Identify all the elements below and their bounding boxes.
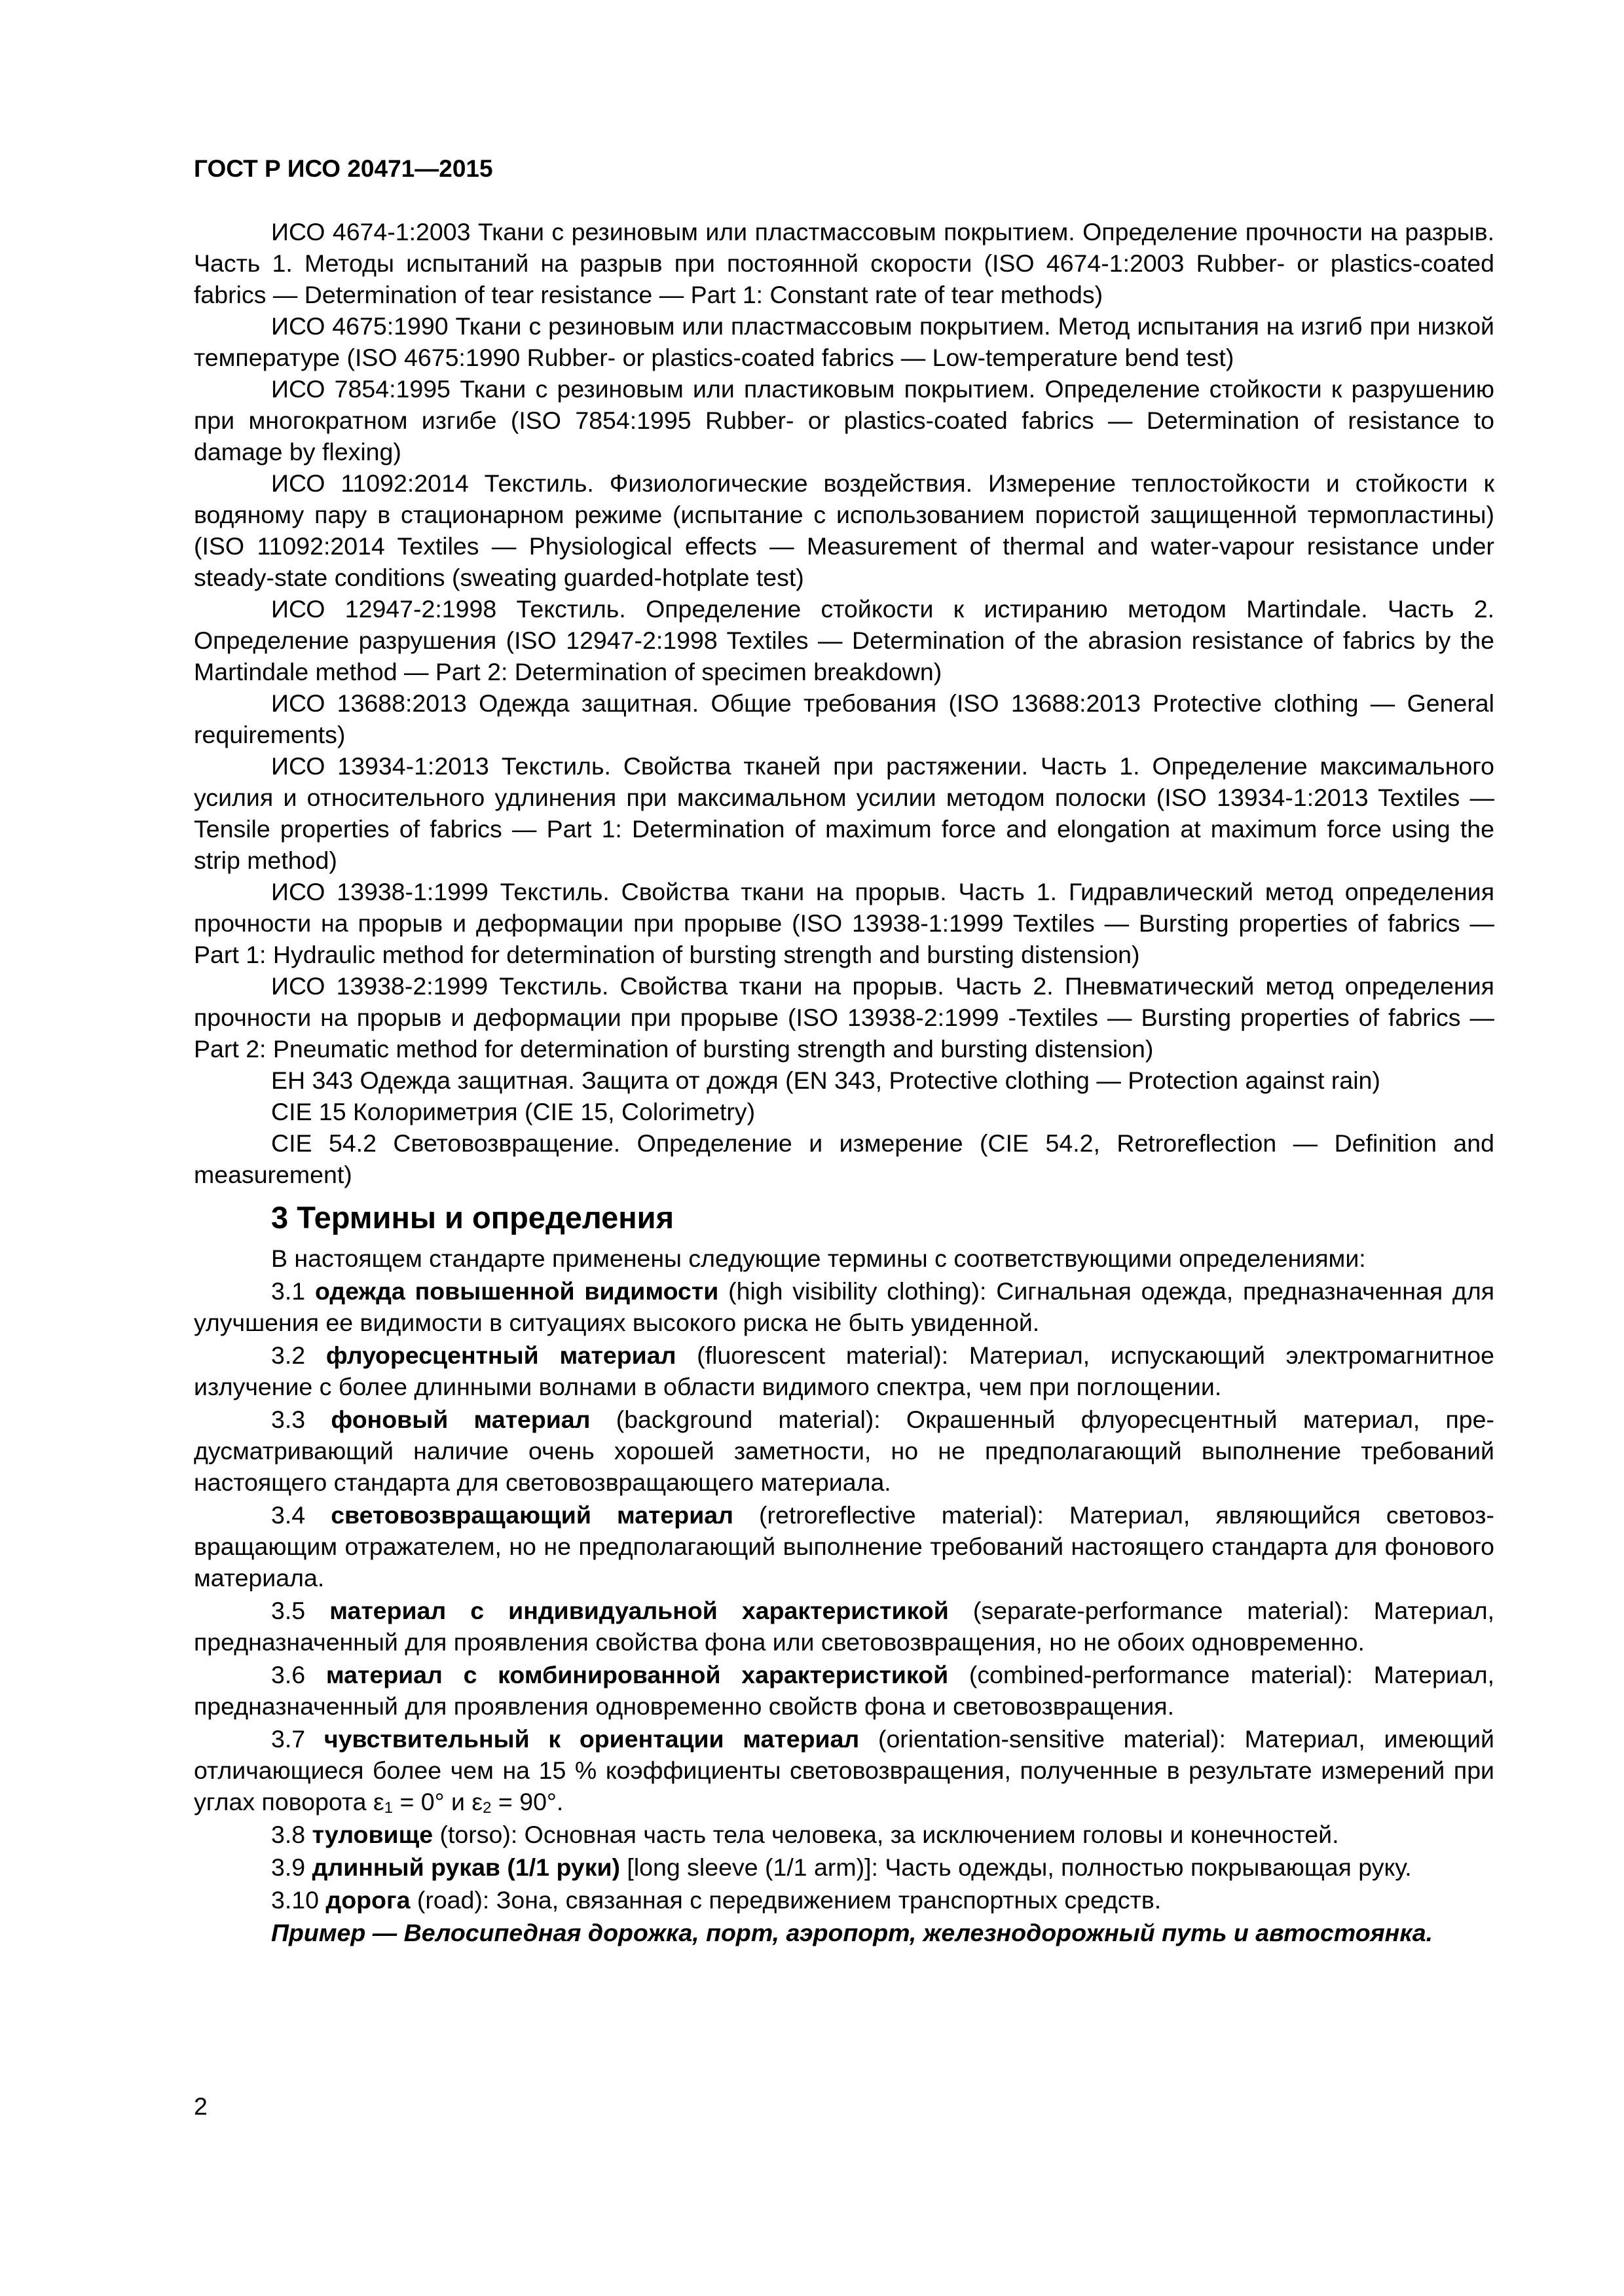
term-number: 3.2 xyxy=(271,1341,306,1369)
term-text: (background material): Окрашенный флуоресцентный материал, предусматривающий наличие очень хорошей заметности, но не предполагающий выполнение требований настоящего стандарта для световозвращающего материала. xyxy=(194,1406,1494,1496)
term-name: материал с индивидуальной характеристикой xyxy=(329,1597,949,1624)
term-text: (fluorescent material): Материал, испускающий электромагнитное излучение с более длинными волнами в области видимого спектра, чем при поглощении. xyxy=(194,1341,1494,1400)
term-definition xyxy=(194,1659,1494,1722)
term-number: 3.6 xyxy=(271,1661,306,1688)
term-text: (retroreflective material): Материал, являющийся световозвращающим отражателем, но не предполагающий выполнение требований настоящего стандарта для фонового материала. xyxy=(194,1501,1494,1592)
term-number: 3.5 xyxy=(271,1597,306,1624)
term-text: [long sleeve (1/1 arm)]: Часть одежды, полностью покрывающая руку. xyxy=(620,1853,1412,1881)
term-definition xyxy=(194,1499,1494,1594)
page-content xyxy=(194,216,1494,1948)
term-text: (orientation-sensitive material): Материал, имеющий отличающиеся более чем на 15 % коэффициенты световозвращения, полученные в результате измерений при углах поворота ε xyxy=(194,1725,1494,1815)
term-number: 3.9 xyxy=(271,1853,306,1881)
epsilon-subscript-1: 1 xyxy=(384,1799,394,1817)
term-text-end: = 90°. xyxy=(491,1788,564,1815)
epsilon-subscript-2: 2 xyxy=(483,1799,492,1817)
page-number: 2 xyxy=(194,2092,208,2120)
reference-iso-13938-1: ИСО 13938-1:1999 Текстиль. Свойства ткани на прорыв. Часть 1. Гидравлический метод определения прочности на прорыв и деформации при прорыве (ISO 13938-1:1999 Textiles — Bursting properties of fabrics — Part 1: Hydraulic method for determination of bursting strength and bursting distension) xyxy=(194,878,1494,968)
term-number: 3.8 xyxy=(271,1821,306,1848)
reference-iso-13934-1: ИСО 13934-1:2013 Текстиль. Свойства тканей при растяжении. Часть 1. Определение максимального усилия и относительного удлинения при максимальном усилии методом полоски (ISO 13934-1:2013 Textiles — Tensile properties of fabrics — Part 1: Determination of maximum force and elongation at maximum force using the strip method) xyxy=(194,752,1494,874)
term-number: 3.10 xyxy=(271,1886,319,1914)
term-definition xyxy=(194,1819,1494,1850)
term-name: туловище xyxy=(312,1821,434,1848)
reference-iso-13688: ИСО 13688:2013 Одежда защитная. Общие требования (ISO 13688:2013 Protective clothing — General requirements) xyxy=(194,689,1494,748)
reference-iso-7854: ИСО 7854:1995 Ткани с резиновым или пластиковым покрытием. Определение стойкости к разрушению при многократном изгибе (ISO 7854:1995 Rubber- or plastics-coated fabrics — Determination of resistance to damage by flexing) xyxy=(194,375,1494,465)
term-definition xyxy=(194,1851,1494,1883)
reference-en-343: ЕН 343 Одежда защитная. Защита от дождя (EN 343, Protective clothing — Protection against rain) xyxy=(271,1066,1380,1094)
reference-iso-11092: ИСО 11092:2014 Текстиль. Физиологические воздействия. Измерение теплостойкости и стойкости к водяному пару в стационарном режиме (испытание с использованием пористой защищенной термопластины) (ISO 11092:2014 Textiles — Physiological effects — Measurement of thermal and water-vapour resistance under steady-state conditions (sweating guarded-hotplate test) xyxy=(194,469,1494,591)
reference-iso-12947-2: ИСО 12947-2:1998 Текстиль. Определение стойкости к истиранию методом Martindale. Часть 2. Определение разрушения (ISO 12947-2:1998 Textiles — Determination of the abrasion resistance of fabrics by the Martindale method — Part 2: Determination of specimen breakdown) xyxy=(194,595,1494,685)
section-intro: В настоящем стандарте применены следующие термины с соответствующими определениями: xyxy=(271,1245,1366,1272)
term-number: 3.7 xyxy=(271,1725,306,1753)
term-definition xyxy=(194,1404,1494,1498)
reference-iso-4675: ИСО 4675:1990 Ткани с резиновым или пластмассовым покрытием. Метод испытания на изгиб при низкой температуре (ISO 4675:1990 Rubber- or plastics-coated fabrics — Low-temperature bend test) xyxy=(194,312,1494,371)
term-definition xyxy=(194,1884,1494,1916)
term-definition xyxy=(194,1339,1494,1402)
term-definition xyxy=(194,1275,1494,1338)
term-name: одежда повышенной видимости xyxy=(314,1277,719,1305)
term-name: фоновый материал xyxy=(331,1406,591,1433)
term-number: 3.4 xyxy=(271,1501,306,1529)
term-name: световозвращающий материал xyxy=(331,1501,733,1529)
reference-cie-54-2: CIE 54.2 Световозвращение. Определение и измерение (CIE 54.2, Retroreflection — Definition and measurement) xyxy=(194,1129,1494,1188)
reference-iso-13938-2: ИСО 13938-2:1999 Текстиль. Свойства ткани на прорыв. Часть 2. Пневматический метод определения прочности на прорыв и деформации при прорыве (ISO 13938-2:1999 -Textiles — Bursting properties of fabrics — Part 2: Pneumatic method for determination of bursting strength and bursting distension) xyxy=(194,972,1494,1063)
term-text: (combined-performance material): Материал, предназначенный для проявления одновременно свойств фона и световозвращения. xyxy=(194,1661,1495,1720)
term-text: (separate-performance material): Материал, предназначенный для проявления свойства фона или световозвращения, но не обоих одновременно. xyxy=(194,1597,1494,1656)
reference-cie-15: CIE 15 Колориметрия (CIE 15, Colorimetry) xyxy=(271,1098,756,1125)
term-text-mid: = 0° и ε xyxy=(393,1788,483,1815)
term-name: длинный рукав (1/1 руки) xyxy=(312,1853,621,1881)
term-text: (torso): Основная часть тела человека, за исключением головы и конечностей. xyxy=(433,1821,1339,1848)
reference-iso-4674-1: ИСО 4674-1:2003 Ткани с резиновым или пластмассовым покрытием. Определение прочности на разрыв. Часть 1. Методы испытаний на разрыв при постоянной скорости (ISO 4674-1:2003 Rubber- or plastics-coated fabrics — Determination of tear resistance — Part 1: Constant rate of tear methods) xyxy=(194,218,1494,308)
term-definition xyxy=(194,1595,1494,1658)
term-name: дорога xyxy=(325,1886,411,1914)
document-header: ГОСТ Р ИСО 20471—2015 xyxy=(194,155,493,182)
term-number: 3.3 xyxy=(271,1406,306,1433)
term-text: (high visibility clothing): Сигнальная одежда, предназначенная для улучшения ее видимости в ситуациях высокого риска не быть увиденной. xyxy=(194,1277,1495,1336)
term-number: 3.1 xyxy=(271,1277,306,1305)
example-note: Пример — Велосипедная дорожка, порт, аэропорт, железнодорожный путь и автостоянка. xyxy=(271,1919,1433,1946)
section-title: 3 Термины и определения xyxy=(271,1200,674,1235)
term-name: чувствительный к ориентации материал xyxy=(323,1725,860,1753)
term-text: (road): Зона, связанная с передвижением транспортных средств. xyxy=(410,1886,1162,1914)
term-name: флуоресцентный материал xyxy=(325,1341,676,1369)
term-definition xyxy=(194,1723,1494,1817)
term-name: материал с комбинированной характеристикой xyxy=(325,1661,949,1688)
